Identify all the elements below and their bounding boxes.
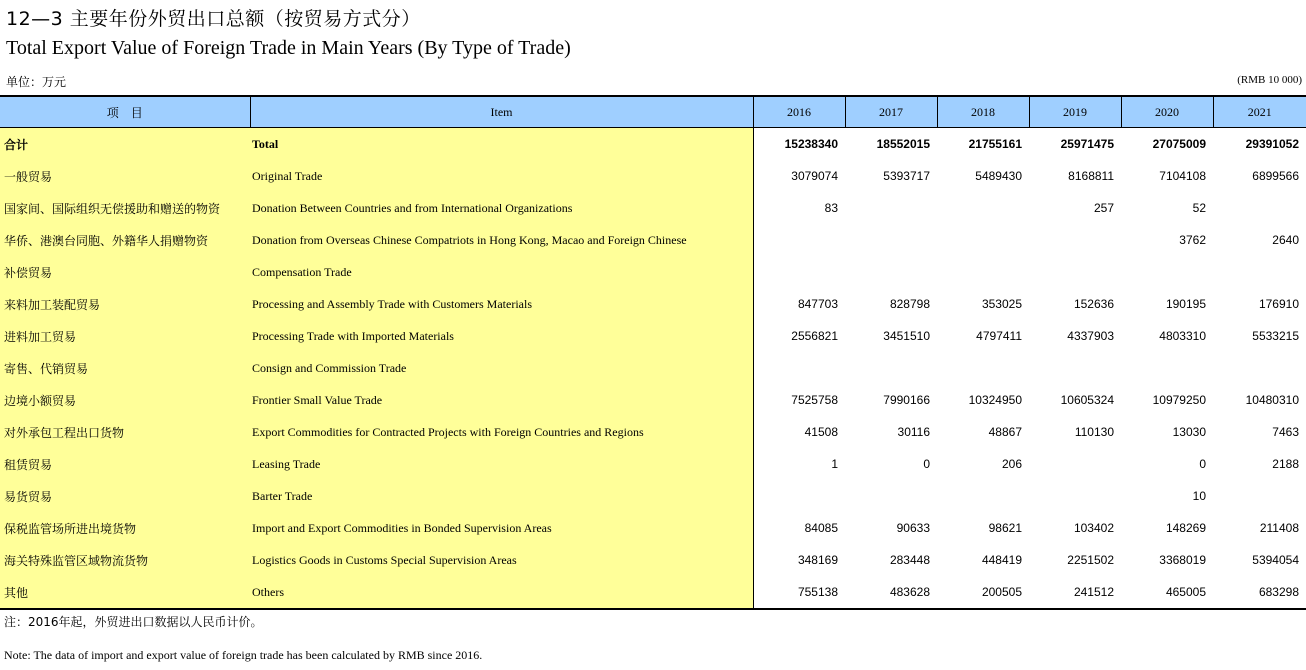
value-cell-2020: 7104108: [1159, 169, 1206, 183]
row-label-en: Donation Between Countries and from International Organizations: [250, 192, 753, 224]
value-cell-2020: 13030: [1172, 425, 1206, 439]
value-cell-2020: 10: [1192, 489, 1206, 503]
value-cell-2021: 7463: [1272, 425, 1299, 439]
row-label-cn: 易货贸易: [0, 480, 250, 512]
value-cell-2021: 683298: [1213, 576, 1306, 609]
value-cell-2021: 176910: [1258, 297, 1299, 311]
row-label-cn: 寄售、代销贸易: [0, 352, 250, 384]
header-item-cn: 项 目: [0, 96, 250, 128]
value-cell-2020: 3762: [1179, 233, 1206, 247]
value-cell-2018: 48867: [988, 425, 1022, 439]
value-cell-2019: 152636: [1073, 297, 1114, 311]
page-title-en: Total Export Value of Foreign Trade in Main Years (By Type of Trade): [6, 37, 571, 59]
value-cell-2017: [845, 256, 937, 288]
header-year: 2021: [1213, 96, 1306, 128]
page-title-cn: 12—3 主要年份外贸出口总额（按贸易方式分）: [6, 8, 421, 30]
table-row: [0, 448, 1306, 480]
value-cell-2018: [937, 256, 1029, 288]
value-cell-2017: 3451510: [883, 329, 930, 343]
row-label-en: Export Commodities for Contracted Projects with Foreign Countries and Regions: [250, 416, 753, 448]
value-cell-2018: 98621: [988, 521, 1022, 535]
value-cell-2020: 465005: [1121, 576, 1213, 609]
table-row: [0, 224, 1306, 256]
table-row: [0, 288, 1306, 320]
value-cell-2019: 241512: [1029, 576, 1121, 609]
value-cell-2017: 30116: [897, 425, 930, 439]
value-cell-2017: [845, 352, 937, 384]
value-cell-2016: [753, 256, 845, 288]
row-label-cn: 补偿贸易: [0, 256, 250, 288]
value-cell-2021: 2188: [1272, 457, 1299, 471]
value-cell-2019: [1029, 448, 1121, 480]
table-total-row: [0, 128, 1306, 161]
value-cell-2020: 190195: [1165, 297, 1206, 311]
value-cell-2019: [1029, 480, 1121, 512]
row-label-en: Donation from Overseas Chinese Compatriots in Hong Kong, Macao and Foreign Chinese: [250, 224, 753, 256]
row-label-en: Original Trade: [250, 160, 753, 192]
row-label-cn: 来料加工装配贸易: [0, 288, 250, 320]
value-cell-2019: 110130: [1074, 425, 1114, 439]
row-label-cn: 国家间、国际组织无偿援助和赠送的物资: [0, 192, 250, 224]
value-cell-2021: 29391052: [1245, 137, 1299, 151]
export-table: [0, 95, 1306, 610]
unit-label-cn: 单位：万元: [6, 75, 67, 89]
value-cell-2019: 8168811: [1068, 169, 1114, 183]
header-item-en: Item: [250, 96, 753, 128]
value-cell-2019: 10605324: [1060, 393, 1114, 407]
value-cell-2021: 2640: [1272, 233, 1299, 247]
value-cell-2016: 1: [831, 457, 838, 471]
value-cell-2019: [1029, 256, 1121, 288]
value-cell-2021: 5533215: [1252, 329, 1299, 343]
table-row: [0, 192, 1306, 224]
value-cell-2016: 847703: [797, 297, 838, 311]
value-cell-2016: 3079074: [791, 169, 838, 183]
value-cell-2016: 7525758: [791, 393, 838, 407]
value-cell-2020: [1121, 352, 1213, 384]
row-label-cn: 华侨、港澳台同胞、外籍华人捐赠物资: [0, 224, 250, 256]
value-cell-2020: 10979250: [1152, 393, 1206, 407]
value-cell-2016: [753, 224, 845, 256]
value-cell-2017: 283448: [889, 553, 930, 567]
value-cell-2019: 2251502: [1067, 553, 1114, 567]
value-cell-2021: 10480310: [1245, 393, 1299, 407]
value-cell-2018: 206: [1001, 457, 1022, 471]
row-label-en: Compensation Trade: [250, 256, 753, 288]
value-cell-2017: [845, 224, 937, 256]
row-label-cn: 合计: [0, 128, 250, 161]
unit-label-en: (RMB 10 000): [1237, 74, 1302, 86]
row-label-cn: 海关特殊监管区域物流货物: [0, 544, 250, 576]
value-cell-2021: 211408: [1259, 521, 1299, 535]
value-cell-2017: [845, 192, 937, 224]
row-label-cn: 进料加工贸易: [0, 320, 250, 352]
value-cell-2018: 448419: [981, 553, 1022, 567]
row-label-cn: 一般贸易: [0, 160, 250, 192]
value-cell-2016: [753, 480, 845, 512]
table-row: [0, 512, 1306, 544]
value-cell-2018: [937, 224, 1029, 256]
value-cell-2017: [845, 480, 937, 512]
row-label-en: Logistics Goods in Customs Special Supervision Areas: [250, 544, 753, 576]
value-cell-2018: 21755161: [968, 137, 1022, 151]
value-cell-2016: 84085: [804, 521, 838, 535]
value-cell-2018: 200505: [937, 576, 1029, 609]
value-cell-2017: 0: [923, 457, 930, 471]
row-label-en: Total: [250, 128, 753, 161]
header-year: 2020: [1121, 96, 1213, 128]
header-year: 2018: [937, 96, 1029, 128]
value-cell-2020: 0: [1199, 457, 1206, 471]
row-label-cn: 保税监管场所进出境货物: [0, 512, 250, 544]
value-cell-2016: 2556821: [791, 329, 838, 343]
value-cell-2018: [937, 192, 1029, 224]
value-cell-2016: 348169: [797, 553, 838, 567]
value-cell-2017: 7990166: [883, 393, 930, 407]
value-cell-2020: 3368019: [1159, 553, 1206, 567]
value-cell-2018: 10324950: [968, 393, 1022, 407]
value-cell-2020: 52: [1192, 201, 1206, 215]
value-cell-2016: [753, 352, 845, 384]
value-cell-2019: 257: [1093, 201, 1114, 215]
row-label-en: Others: [250, 576, 753, 609]
table-row: [0, 416, 1306, 448]
row-label-cn: 边境小额贸易: [0, 384, 250, 416]
value-cell-2021: 5394054: [1252, 553, 1299, 567]
row-label-cn: 租赁贸易: [0, 448, 250, 480]
table-row: [0, 384, 1306, 416]
value-cell-2019: 4337903: [1067, 329, 1114, 343]
value-cell-2020: 27075009: [1152, 137, 1206, 151]
value-cell-2019: [1029, 352, 1121, 384]
row-label-en: Frontier Small Value Trade: [250, 384, 753, 416]
value-cell-2020: [1121, 256, 1213, 288]
table-row: [0, 576, 1306, 609]
row-label-en: Barter Trade: [250, 480, 753, 512]
header-year: 2016: [753, 96, 845, 128]
value-cell-2020: 148269: [1165, 521, 1206, 535]
table-row: [0, 544, 1306, 576]
value-cell-2019: 103402: [1073, 521, 1114, 535]
value-cell-2017: 18552015: [876, 137, 930, 151]
value-cell-2020: 4803310: [1159, 329, 1206, 343]
value-cell-2021: 6899566: [1252, 169, 1299, 183]
footnote-en: Note: The data of import and export value of foreign trade has been calculated by RMB since 2016.: [4, 648, 483, 662]
value-cell-2018: 353025: [981, 297, 1022, 311]
row-label-en: Leasing Trade: [250, 448, 753, 480]
table-header-row: [0, 96, 1306, 128]
row-label-en: Import and Export Commodities in Bonded Supervision Areas: [250, 512, 753, 544]
table-row: [0, 480, 1306, 512]
row-label-cn: 对外承包工程出口货物: [0, 416, 250, 448]
value-cell-2019: 25971475: [1060, 137, 1114, 151]
value-cell-2016: 83: [824, 201, 838, 215]
row-label-en: Consign and Commission Trade: [250, 352, 753, 384]
value-cell-2017: 483628: [845, 576, 937, 609]
value-cell-2017: 828798: [889, 297, 930, 311]
value-cell-2021: [1213, 352, 1306, 384]
value-cell-2017: 5393717: [883, 169, 930, 183]
header-year: 2017: [845, 96, 937, 128]
table-row: [0, 160, 1306, 192]
value-cell-2018: [937, 480, 1029, 512]
value-cell-2016: 15238340: [784, 137, 838, 151]
value-cell-2021: [1213, 192, 1306, 224]
table-row: [0, 352, 1306, 384]
row-label-en: Processing Trade with Imported Materials: [250, 320, 753, 352]
value-cell-2018: 5489430: [975, 169, 1022, 183]
header-year: 2019: [1029, 96, 1121, 128]
value-cell-2018: 4797411: [976, 329, 1022, 343]
footnote-cn: 注：2016年起，外贸进出口数据以人民币计价。: [4, 615, 263, 629]
value-cell-2019: [1029, 224, 1121, 256]
value-cell-2018: [937, 352, 1029, 384]
value-cell-2021: [1213, 256, 1306, 288]
row-label-cn: 其他: [0, 576, 250, 609]
value-cell-2017: 90633: [896, 521, 930, 535]
value-cell-2016: 41508: [804, 425, 838, 439]
table-row: [0, 320, 1306, 352]
row-label-en: Processing and Assembly Trade with Customers Materials: [250, 288, 753, 320]
table-row: [0, 256, 1306, 288]
value-cell-2016: 755138: [753, 576, 845, 609]
value-cell-2021: [1213, 480, 1306, 512]
